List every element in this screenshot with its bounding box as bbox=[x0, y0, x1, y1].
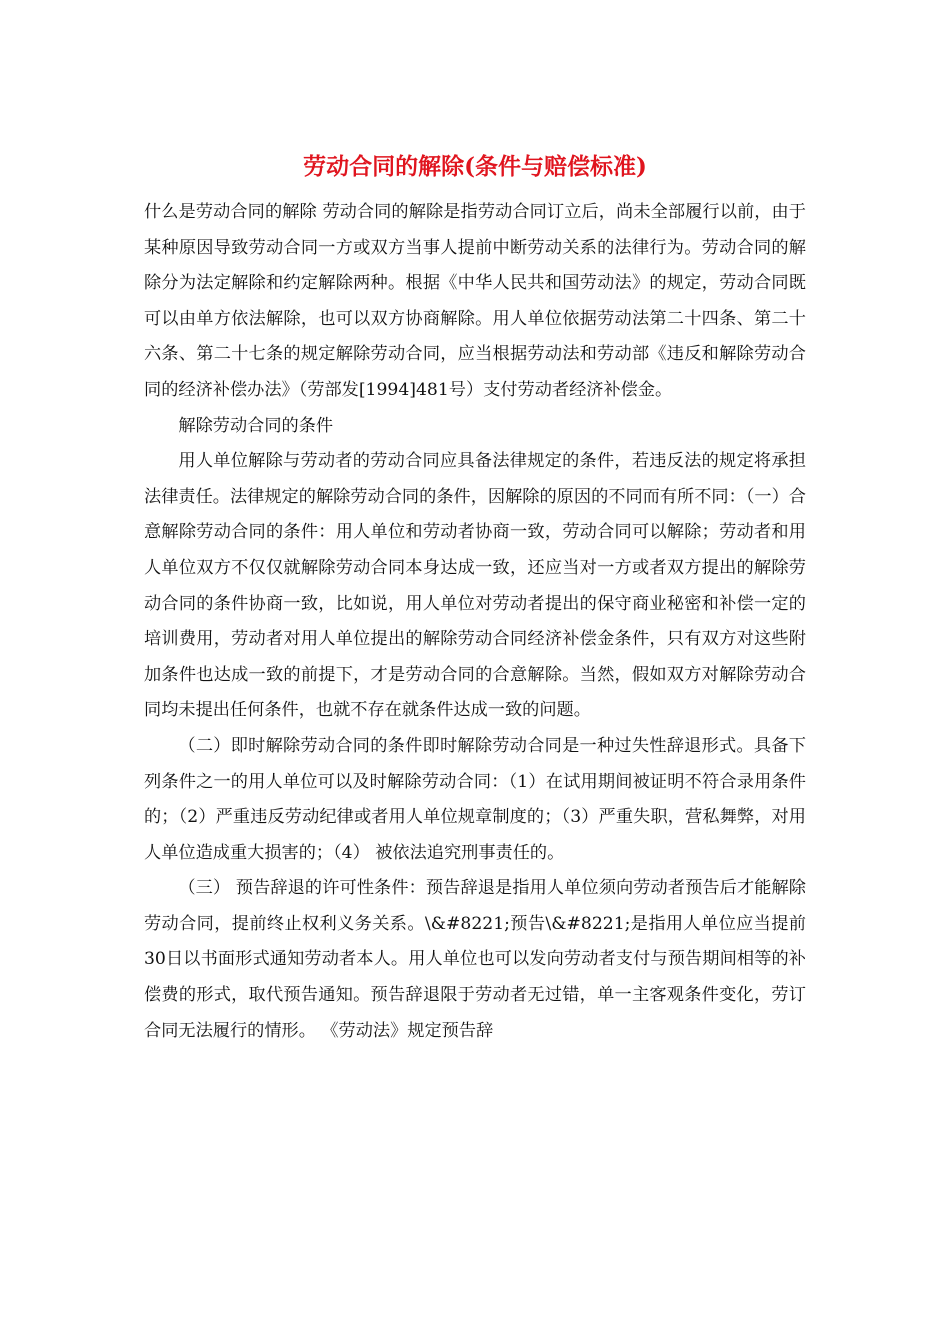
paragraph-conditions-heading: 解除劳动合同的条件 bbox=[178, 415, 334, 436]
paragraph-notice-dismissal: （三） 预告辞退的许可性条件：预告辞退是指用人单位须向劳动者预告后才能解除劳动合同，提前终止权利义务关系。\&#8221;预告\&#8221;是指用人单位应当提前30日以书面形式通知劳动者本人。用人单位也可以发向劳动者支付与预告期间相等的补偿费的形式，取代预告通知。预告辞退限于劳动者无过错，单一主客观条件变化，劳订合同无法履行的情形。 《劳动法》规定预告辞 bbox=[144, 878, 806, 1041]
paragraph-conditions-general: 用人单位解除与劳动者的劳动合同应具备法律规定的条件，若违反法的规定将承担法律责任。法律规定的解除劳动合同的条件，因解除的原因的不同而有所不同：（一）合意解除劳动合同的条件：用人单位和劳动者协商一致，劳动合同可以解除；劳动者和用人单位双方不仅仅就解除劳动合同本身达成一致，还应当对一方或者双方提出的解除劳动合同的条件协商一致，比如说，用人单位对劳动者提出的保守商业秘密和补偿一定的培训费用，劳动者对用人单位提出的解除劳动合同经济补偿金条件，只有双方对这些附加条件也达成一致的前提下，才是劳动合同的合意解除。当然，假如双方对解除劳动合同均未提出任何条件，也就不存在就条件达成一致的问题。 bbox=[144, 451, 806, 721]
paragraph-immediate-termination: （二）即时解除劳动合同的条件即时解除劳动合同是一种过失性辞退形式。具备下列条件之一的用人单位可以及时解除劳动合同：（1）在试用期间被证明不符合录用条件的；（2）严重违反劳动纪律或者用人单位规章制度的；（3）严重失职，营私舞弊，对用人单位造成重大损害的；（4） 被依法追究刑事责任的。 bbox=[144, 735, 806, 863]
document-title: 劳动合同的解除(条件与赔偿标准) bbox=[303, 153, 647, 180]
document-body bbox=[144, 195, 806, 1049]
paragraph-intro: 什么是劳动合同的解除 劳动合同的解除是指劳动合同订立后，尚未全部履行以前，由于某种原因导致劳动合同一方或双方当事人提前中断劳动关系的法律行为。劳动合同的解除分为法定解除和约定解除两种。根据《中华人民共和国劳动法》的规定，劳动合同既可以由单方依法解除，也可以双方协商解除。用人单位依据劳动法第二十四条、第二十六条、第二十七条的规定解除劳动合同，应当根据劳动法和劳动部《违反和解除劳动合同的经济补偿办法》（劳部发[1994]481号）支付劳动者经济补偿金。 bbox=[144, 202, 806, 400]
